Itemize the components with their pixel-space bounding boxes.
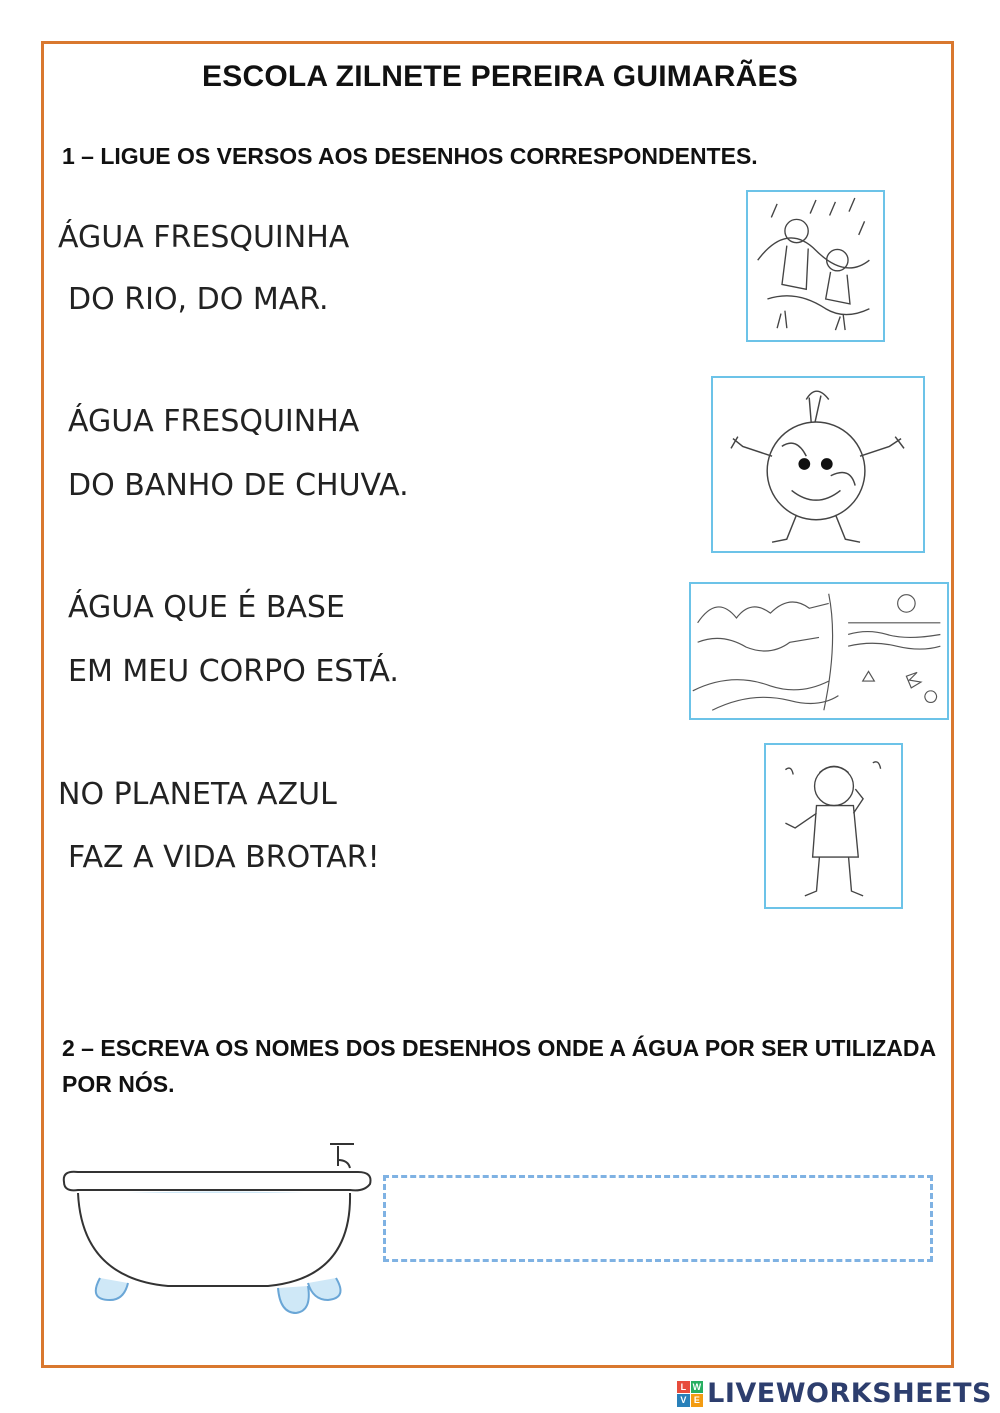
logo-letter: L (677, 1381, 690, 1394)
verse-2-line-2: DO BANHO DE CHUVA. (68, 468, 409, 503)
school-title: ESCOLA ZILNETE PEREIRA GUIMARÃES (202, 60, 798, 93)
logo-letter: V (677, 1394, 690, 1407)
river-and-beach-icon (691, 584, 947, 718)
verse-3-line-1: ÁGUA QUE É BASE (68, 590, 345, 625)
verse-2-line-1: ÁGUA FRESQUINHA (68, 404, 360, 439)
happy-earth-drawing[interactable] (711, 376, 925, 553)
bathtub-drawing (58, 1138, 378, 1318)
verse-1-line-1: ÁGUA FRESQUINHA (58, 220, 350, 255)
child-drinking-icon (766, 745, 901, 907)
child-drinking-drawing[interactable] (764, 743, 903, 909)
kids-in-rain-drawing[interactable] (746, 190, 885, 342)
verse-4-line-1: NO PLANETA AZUL (58, 777, 337, 812)
brand-name: LIVEWORKSHEETS (707, 1378, 992, 1409)
river-and-beach-drawing[interactable] (689, 582, 949, 720)
happy-earth-icon (713, 378, 923, 551)
logo-letter: W (692, 1381, 702, 1392)
question-2-instruction: 2 – ESCREVA OS NOMES DOS DESENHOS ONDE A ÁGUA POR SER UTILIZADA POR NÓS. (62, 1035, 936, 1097)
kids-in-rain-icon (748, 192, 883, 340)
logo-mark-icon (677, 1381, 703, 1407)
question-1-instruction: 1 – LIGUE OS VERSOS AOS DESENHOS CORRESPONDENTES. (62, 143, 758, 169)
logo-letter: E (691, 1394, 704, 1407)
verse-3-line-2: EM MEU CORPO ESTÁ. (68, 654, 399, 689)
verse-1-line-2: DO RIO, DO MAR. (68, 282, 329, 317)
bathtub-icon (58, 1138, 378, 1318)
answer-input[interactable] (383, 1175, 933, 1262)
verse-4-line-2: FAZ A VIDA BROTAR! (68, 840, 380, 875)
liveworksheets-logo[interactable] (677, 1378, 992, 1409)
